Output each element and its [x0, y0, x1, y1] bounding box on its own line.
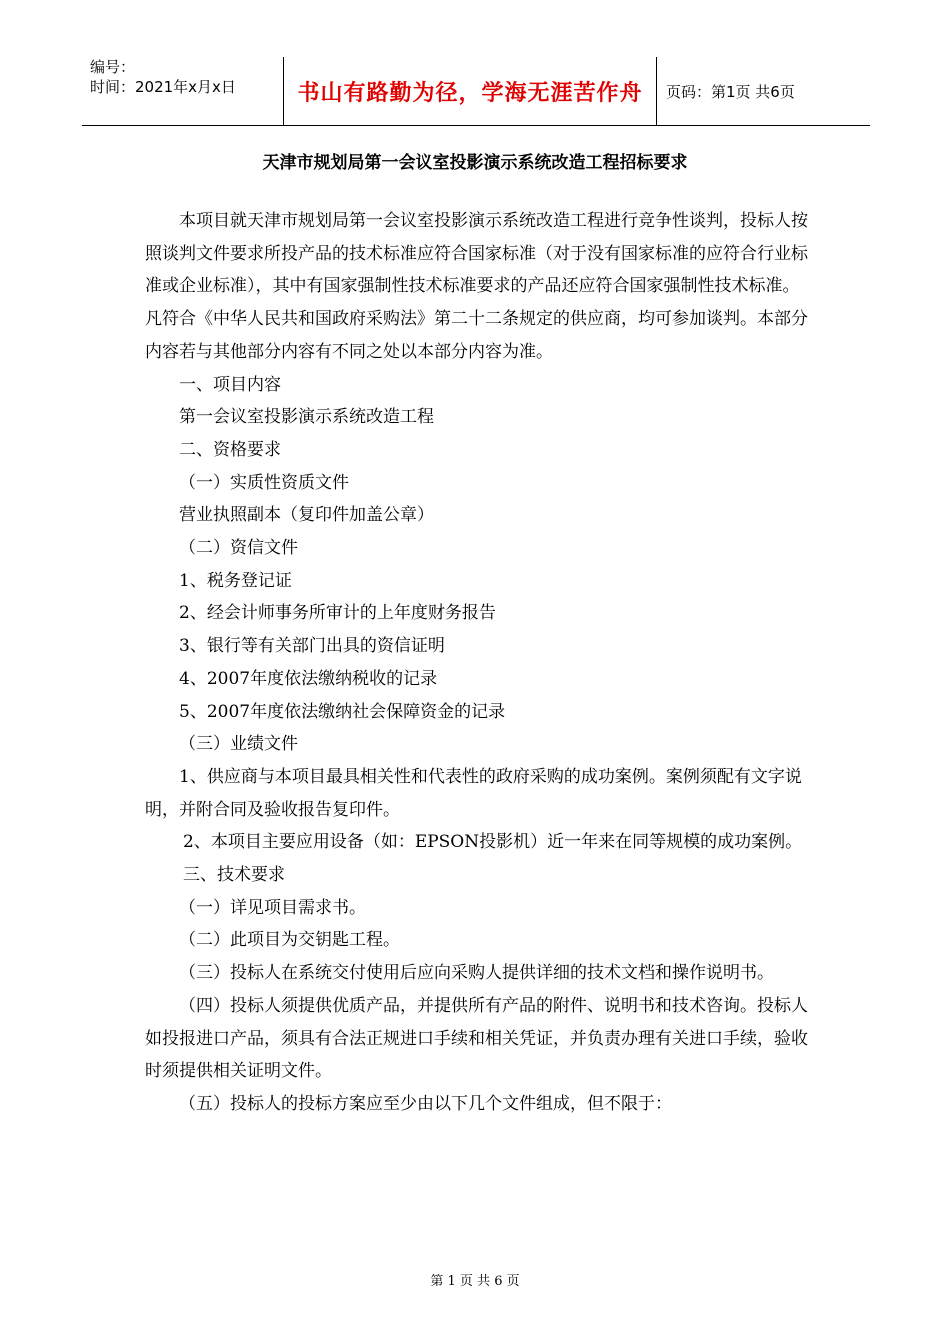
number-label: 编号：	[90, 58, 136, 76]
list-item: 3、银行等有关部门出具的资信证明	[179, 636, 445, 657]
list-item: 5、2007年度依法缴纳社会保障资金的记录	[179, 701, 506, 722]
list-item: 1、供应商与本项目最具相关性和代表性的政府采购的成功案例。案例须配有文字说明，并附合同及验收报告复印件。	[145, 766, 802, 820]
document-body	[145, 205, 815, 1121]
page-footer: 第 1 页 共 6 页	[430, 1274, 520, 1289]
list-item: （二）此项目为交钥匙工程。	[179, 930, 400, 951]
paragraph: 营业执照副本（复印件加盖公章）	[179, 505, 434, 526]
paragraph: 第一会议室投影演示系统改造工程	[179, 407, 434, 428]
header-motto: 书山有路勤为径，学海无涯苦作舟	[283, 57, 657, 125]
subsection-heading: （三）业绩文件	[179, 734, 298, 755]
list-item: （五）投标人的投标方案应至少由以下几个文件组成，但不限于：	[179, 1093, 672, 1114]
list-item: 2、本项目主要应用设备（如：EPSON投影机）近一年来在同等规模的成功案例。	[183, 832, 803, 853]
section-heading: 二、资格要求	[179, 439, 281, 460]
header-meta	[82, 57, 282, 125]
list-item: 2、经会计师事务所审计的上年度财务报告	[179, 603, 496, 624]
list-item: （四）投标人须提供优质产品，并提供所有产品的附件、说明书和技术咨询。投标人如投报进口产品，须具有合法正规进口手续和相关凭证，并负责办理有关进口手续，验收时须提供相关证明文件。	[145, 995, 808, 1082]
section-heading: 三、技术要求	[183, 865, 285, 886]
header-page-code: 页码：第1页 共6页	[666, 82, 795, 101]
list-item: 4、2007年度依法缴纳税收的记录	[179, 668, 438, 689]
date-label: 时间：2021年x月x日	[90, 78, 236, 96]
list-item: （三）投标人在系统交付使用后应向采购人提供详细的技术文档和操作说明书。	[179, 963, 774, 984]
section-heading: 一、项目内容	[179, 374, 281, 395]
list-item: 1、税务登记证	[179, 570, 292, 591]
list-item: （一）详见项目需求书。	[179, 897, 366, 918]
page-header	[82, 57, 870, 126]
subsection-heading: （一）实质性资质文件	[179, 472, 349, 493]
document-title: 天津市规划局第一会议室投影演示系统改造工程招标要求	[262, 153, 688, 173]
subsection-heading: （二）资信文件	[179, 538, 298, 559]
paragraph: 本项目就天津市规划局第一会议室投影演示系统改造工程进行竞争性谈判，投标人按照谈判文件要求所投产品的技术标准应符合国家标准（对于没有国家标准的应符合行业标准或企业标准），其中有国家强制性技术标准要求的产品还应符合国家强制性技术标准。凡符合《中华人民共和国政府采购法》第二十二条规定的供应商，均可参加谈判。本部分内容若与其他部分内容有不同之处以本部分内容为准。	[145, 211, 808, 362]
